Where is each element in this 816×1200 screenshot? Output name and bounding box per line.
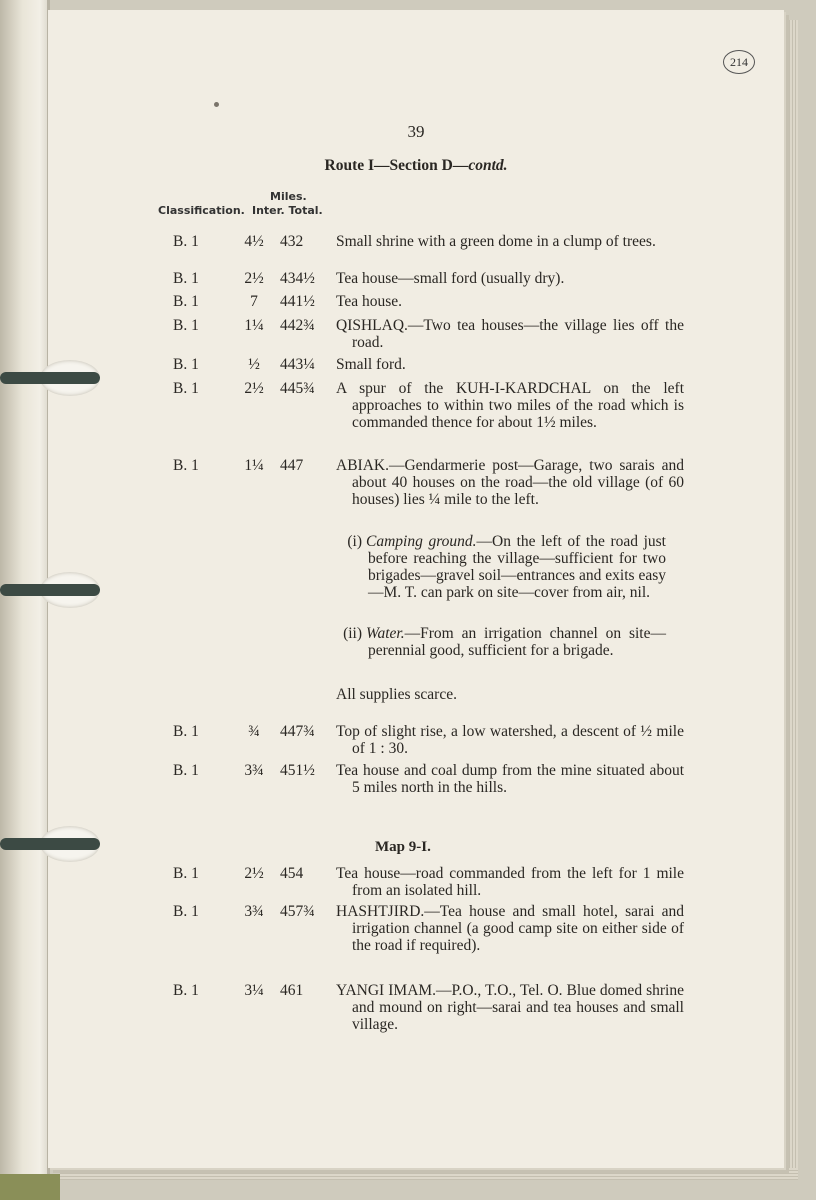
entry-total-miles: 447 bbox=[280, 457, 304, 474]
supplies-note: All supplies scarce. bbox=[336, 686, 457, 703]
col-head-classification: Classification. bbox=[158, 204, 245, 217]
entry-inter-miles: 2½ bbox=[244, 380, 264, 397]
entry-inter-miles: 4½ bbox=[244, 233, 264, 250]
entry-inter-miles: 3¾ bbox=[244, 762, 264, 779]
route-heading bbox=[48, 157, 784, 175]
entry-classification: B. 1 bbox=[173, 982, 199, 999]
document-page bbox=[48, 10, 784, 1168]
sub-text bbox=[368, 625, 666, 659]
entry-description: QISHLAQ.—Two tea houses—the village lies off the road. bbox=[336, 317, 684, 351]
entry-description: Small ford. bbox=[336, 356, 406, 373]
sub-label: Water. bbox=[366, 625, 405, 642]
entry-description: Top of slight rise, a low watershed, a descent of ½ mile of 1 : 30. bbox=[336, 723, 684, 757]
entry-total-miles: 447¾ bbox=[280, 723, 315, 740]
entry-classification: B. 1 bbox=[173, 457, 199, 474]
entry-inter-miles: 3¾ bbox=[244, 903, 264, 920]
entry-classification: B. 1 bbox=[173, 270, 199, 287]
entry-description: Tea house—small ford (usually dry). bbox=[336, 270, 565, 287]
folio-stamp: 214 bbox=[723, 50, 755, 74]
entry-classification: B. 1 bbox=[173, 762, 199, 779]
entry-total-miles: 441½ bbox=[280, 293, 315, 310]
entry-total-miles: 443¼ bbox=[280, 356, 315, 373]
entry-description: ABIAK.—Gendarmerie post—Garage, two sarais and about 40 houses on the road—the old village (of 60 houses) lies ¼ mile to the left. bbox=[336, 457, 684, 508]
sub-number: (i) bbox=[347, 533, 362, 550]
map-label: Map 9-I. bbox=[375, 839, 431, 855]
page-stack-right bbox=[784, 20, 798, 1180]
entry-description: A spur of the KUH-I-KARDCHAL on the left approaches to within two miles of the road which is commanded thence for about 1½ miles. bbox=[336, 380, 684, 431]
entry-classification: B. 1 bbox=[173, 865, 199, 882]
heading-main: Route I—Section D— bbox=[324, 157, 469, 174]
entry-inter-miles: ¾ bbox=[248, 723, 260, 740]
entry-inter-miles: 1¼ bbox=[244, 317, 264, 334]
entry-total-miles: 432 bbox=[280, 233, 304, 250]
ink-dot bbox=[214, 102, 219, 107]
binding-hole bbox=[30, 570, 110, 610]
entry-description: Tea house and coal dump from the mine situated about 5 miles north in the hills. bbox=[336, 762, 684, 796]
binding-hole bbox=[30, 358, 110, 398]
entry-description: Tea house—road commanded from the left for 1 mile from an isolated hill. bbox=[336, 865, 684, 899]
entry-classification: B. 1 bbox=[173, 293, 199, 310]
entry-total-miles: 445¾ bbox=[280, 380, 315, 397]
entry-classification: B. 1 bbox=[173, 356, 199, 373]
entry-inter-miles: ½ bbox=[248, 356, 260, 373]
sub-body: —From an irrigation channel on site—perennial good, sufficient for a brigade. bbox=[368, 625, 666, 659]
entry-classification: B. 1 bbox=[173, 723, 199, 740]
entry-total-miles: 442¾ bbox=[280, 317, 315, 334]
entry-total-miles: 451½ bbox=[280, 762, 315, 779]
entry-inter-miles: 2½ bbox=[244, 270, 264, 287]
col-head-inter-total: Inter. Total. bbox=[252, 204, 323, 217]
sub-label: Camping ground. bbox=[366, 533, 477, 550]
sub-body: —On the left of the road just before reaching the village—sufficient for two brigades—gravel soil—entrances and exits easy—M. T. can park on site—cover from air, nil. bbox=[368, 533, 666, 601]
entry-description: HASHTJIRD.—Tea house and small hotel, sarai and irrigation channel (a good camp site on either side of the road if required). bbox=[336, 903, 684, 954]
entry-description: Small shrine with a green dome in a clump of trees. bbox=[336, 233, 656, 250]
entry-total-miles: 461 bbox=[280, 982, 304, 999]
entry-total-miles: 454 bbox=[280, 865, 304, 882]
col-head-miles: Miles. bbox=[270, 190, 307, 203]
entry-total-miles: 457¾ bbox=[280, 903, 315, 920]
entry-classification: B. 1 bbox=[173, 903, 199, 920]
page-number: 39 bbox=[407, 122, 425, 141]
entry-description: YANGI IMAM.—P.O., T.O., Tel. O. Blue domed shrine and mound on right—sarai and tea houses and small village. bbox=[336, 982, 684, 1033]
entry-classification: B. 1 bbox=[173, 233, 199, 250]
entry-description: Tea house. bbox=[336, 293, 403, 310]
entry-classification: B. 1 bbox=[173, 317, 199, 334]
sub-text bbox=[368, 533, 666, 601]
entry-classification: B. 1 bbox=[173, 380, 199, 397]
binding-hole bbox=[30, 824, 110, 864]
sub-number: (ii) bbox=[343, 625, 362, 642]
page-stack-bottom bbox=[60, 1168, 798, 1180]
entry-inter-miles: 1¼ bbox=[244, 457, 264, 474]
entry-inter-miles: 3¼ bbox=[244, 982, 264, 999]
binding-cloth bbox=[0, 1174, 60, 1200]
heading-contd: contd. bbox=[468, 157, 508, 174]
entry-total-miles: 434½ bbox=[280, 270, 315, 287]
entry-inter-miles: 7 bbox=[250, 293, 258, 310]
entry-inter-miles: 2½ bbox=[244, 865, 264, 882]
